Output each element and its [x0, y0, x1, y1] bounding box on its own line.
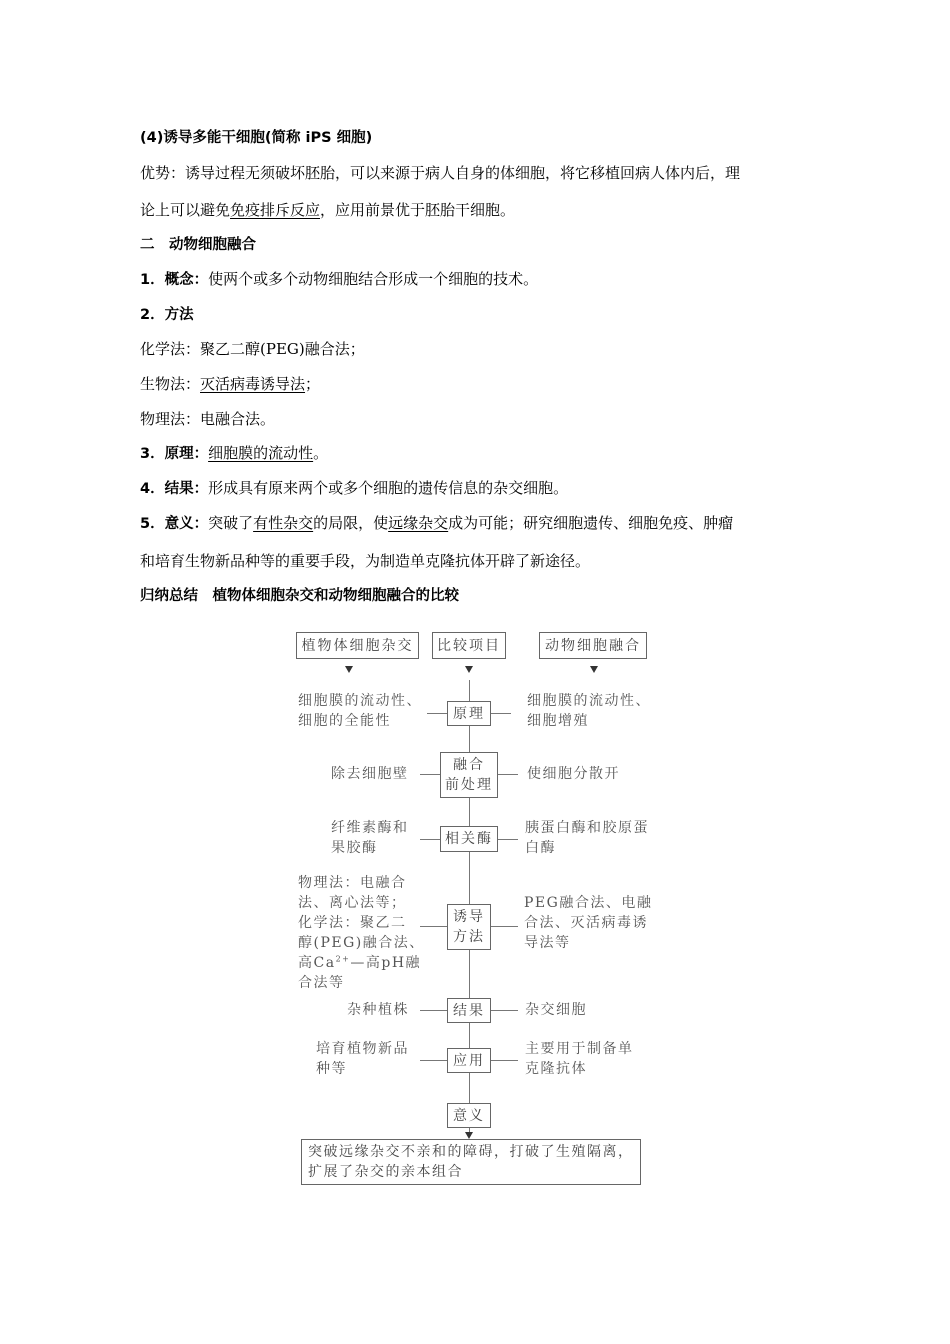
- text: —高pH融: [350, 955, 422, 971]
- text: 成为可能；研究细胞遗传、细胞免疫、肿瘤: [448, 514, 734, 532]
- item-label: 3．原理：: [140, 446, 209, 462]
- item-1-concept: [140, 269, 538, 290]
- text: ，应用前景优于胚胎干细胞。: [320, 201, 516, 219]
- underlined-answer: 灭活病毒诱导法: [200, 375, 306, 393]
- item-line: 方法: [453, 929, 485, 945]
- cell-line: 化学法：聚乙二: [298, 915, 407, 931]
- arrow-down-icon: [465, 666, 473, 673]
- item-2-methods: [140, 304, 194, 325]
- item-enzymes: 相关酶: [440, 826, 498, 852]
- cell-line: 纤维素酶和: [331, 820, 409, 836]
- method-chemical: 化学法：聚乙二醇(PEG)融合法；: [140, 340, 365, 358]
- cell-line: 种等: [316, 1061, 347, 1077]
- row2-left: 除去细胞壁: [331, 766, 409, 782]
- item-label: 4．结果：: [140, 481, 209, 497]
- row5-left: 杂种植株: [347, 1002, 409, 1018]
- item-line: 前处理: [445, 777, 493, 793]
- cell-line: 导法等: [524, 935, 571, 951]
- item-application: 应用: [447, 1048, 491, 1073]
- item-label: 2．方法: [140, 307, 194, 323]
- item-significance: 意义: [447, 1103, 491, 1128]
- row1-left: [298, 691, 422, 731]
- meaning-line: 扩展了杂交的亲本组合: [308, 1164, 463, 1180]
- text: 的局限，使: [313, 514, 389, 532]
- item-line: 诱导: [453, 909, 485, 925]
- method-physical: 物理法：电融合法。: [140, 410, 276, 428]
- item-label: 1．概念：: [140, 272, 209, 288]
- center-line: [469, 680, 470, 1104]
- underlined-answer: 细胞膜的流动性: [208, 444, 314, 462]
- cell-line: 醇(PEG)融合法、: [298, 935, 425, 951]
- item-text: 使两个或多个动物细胞结合形成一个细胞的技术。: [208, 270, 539, 288]
- meaning-box: [301, 1139, 641, 1185]
- underlined-answer: 免疫排斥反应: [230, 201, 321, 219]
- item-4-result: [140, 478, 568, 499]
- cell-line: 主要用于制备单: [525, 1041, 634, 1057]
- cell-line: 细胞的全能性: [298, 713, 391, 729]
- row3-right: [525, 818, 649, 858]
- text: 论上可以避免: [140, 201, 231, 219]
- section-4-title: (4)诱导多能干细胞(简称 iPS 细胞): [140, 130, 373, 146]
- item-3-principle: [140, 443, 328, 464]
- item-5-significance: [140, 513, 733, 534]
- row2-right: 使细胞分散开: [527, 766, 620, 782]
- underlined-answer: 有性杂交: [253, 514, 314, 532]
- arrow-down-icon: [345, 666, 353, 673]
- text: ；: [305, 375, 321, 393]
- advantage-line-2: [140, 200, 515, 220]
- row1-right: [527, 691, 651, 731]
- cell-line: 白酶: [525, 840, 556, 856]
- cell-line: 克隆抗体: [525, 1061, 587, 1077]
- advantage-line-1: 优势：诱导过程无须破坏胚胎，可以来源于病人自身的体细胞，将它移植回病人体内后，理: [140, 164, 741, 182]
- item-principle: 原理: [447, 701, 491, 726]
- arrow-down-icon: [590, 666, 598, 673]
- superscript: 2+: [335, 954, 351, 964]
- cell-line: 法、离心法等；: [298, 895, 407, 911]
- row4-left: [298, 873, 425, 993]
- cell-line: [298, 953, 425, 973]
- row6-left: [316, 1039, 409, 1079]
- underlined-answer: 远缘杂交: [388, 514, 449, 532]
- text: 生物法：: [140, 375, 201, 393]
- row4-right: [524, 893, 652, 953]
- cell-line: 物理法：电融合: [298, 875, 407, 891]
- item-result: 结果: [447, 998, 491, 1023]
- meaning-line: 突破远缘杂交不亲和的障碍，打破了生殖隔离，: [308, 1144, 634, 1160]
- cell-line: 细胞膜的流动性、: [527, 693, 651, 709]
- arrow-down-icon: [465, 1132, 473, 1139]
- row3-left: [331, 818, 409, 858]
- heading-animal-cell-fusion: 二 动物细胞融合: [140, 237, 256, 253]
- cell-line: 胰蛋白酶和胶原蛋: [525, 820, 649, 836]
- summary-title: 归纳总结 植物体细胞杂交和动物细胞融合的比较: [140, 588, 459, 604]
- row5-right: 杂交细胞: [525, 1002, 587, 1018]
- item-line: 融合: [453, 757, 485, 773]
- item-pretreatment: [440, 752, 498, 798]
- cell-line: 细胞膜的流动性、: [298, 693, 422, 709]
- cell-line: 合法、灭活病毒诱: [524, 915, 648, 931]
- text: 高Ca: [298, 955, 336, 971]
- header-item: 比较项目: [432, 632, 506, 659]
- cell-line: 培育植物新品: [316, 1041, 409, 1057]
- text: 突破了: [208, 514, 254, 532]
- item-label: 5．意义：: [140, 516, 209, 532]
- method-biological: [140, 374, 320, 394]
- item-induction: [447, 904, 491, 950]
- cell-line: 细胞增殖: [527, 713, 589, 729]
- cell-line: PEG融合法、电融: [524, 895, 653, 911]
- header-plant: 植物体细胞杂交: [296, 632, 419, 659]
- cell-line: 合法等: [298, 975, 345, 991]
- item-text: 形成具有原来两个或多个细胞的遗传信息的杂交细胞。: [208, 479, 569, 497]
- row6-right: [525, 1039, 634, 1079]
- header-animal: 动物细胞融合: [539, 632, 647, 659]
- item-5-line-2: 和培育生物新品种等的重要手段，为制造单克隆抗体开辟了新途径。: [140, 552, 591, 570]
- cell-line: 果胶酶: [331, 840, 378, 856]
- text: 。: [313, 444, 329, 462]
